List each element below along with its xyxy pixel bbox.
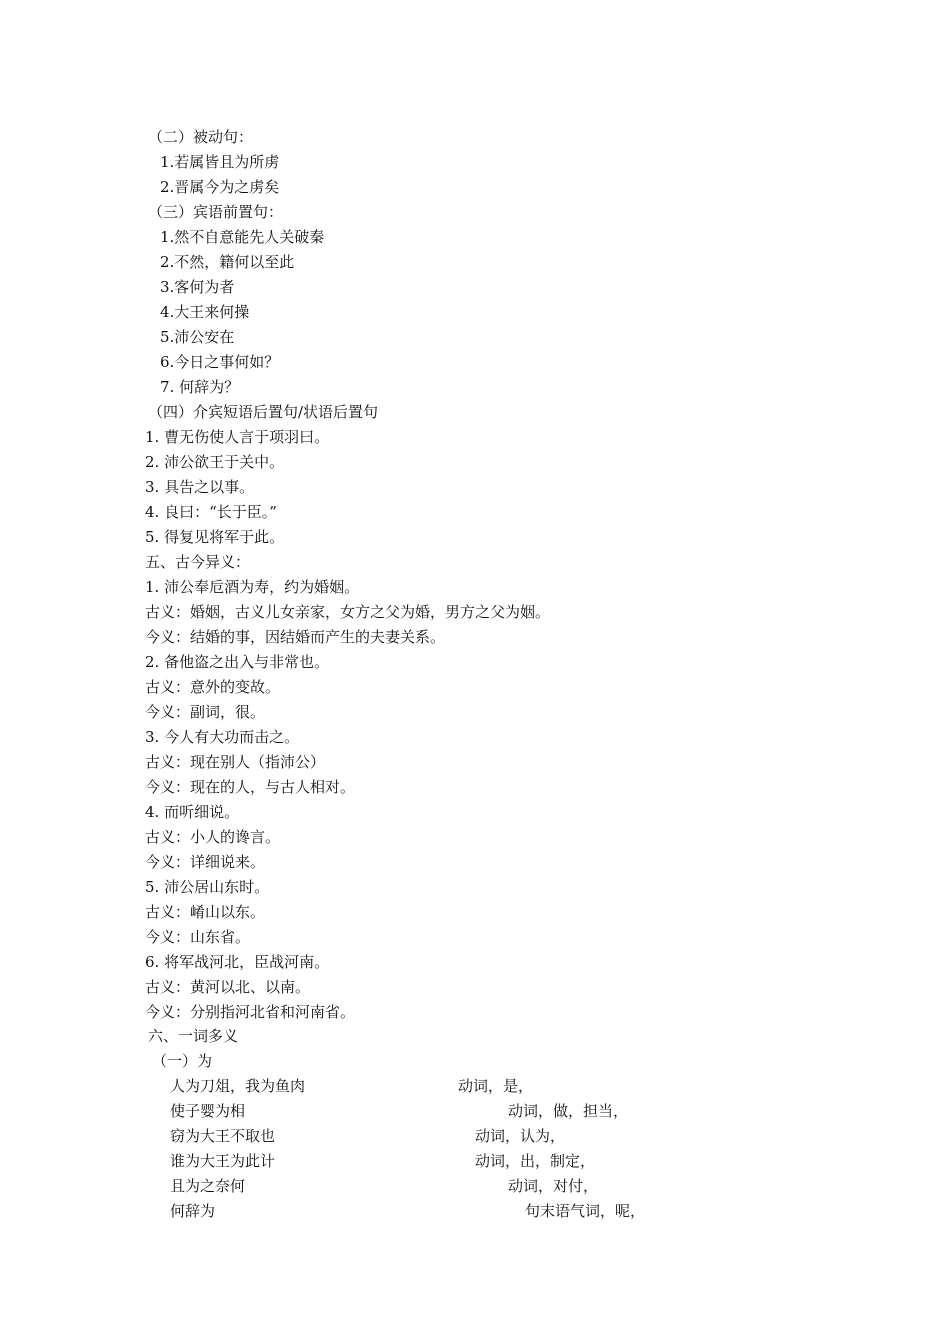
object-example-5: 5.沛公安在 bbox=[160, 328, 235, 346]
gujin-ancient-5: 古义：崤山以东。 bbox=[145, 903, 266, 921]
gujin-item-5: 5. 沛公居山东时。 bbox=[145, 878, 270, 896]
gujin-item-1: 1. 沛公奉卮酒为寿，约为婚姻。 bbox=[145, 578, 360, 596]
postposed-example-1: 1. 曹无伤使人言于项羽曰。 bbox=[145, 428, 330, 446]
postposed-example-5: 5. 得复见将军于此。 bbox=[145, 528, 285, 546]
passive-example-1: 1.若属皆且为所虏 bbox=[160, 153, 280, 171]
usage-meaning-1: 动词，是， bbox=[458, 1077, 534, 1095]
gujin-item-2: 2. 备他盗之出入与非常也。 bbox=[145, 653, 330, 671]
usage-meaning-2: 动词，做，担当， bbox=[508, 1102, 629, 1120]
object-example-7: 7. 何辞为？ bbox=[160, 378, 240, 396]
usage-sentence-5: 且为之奈何 bbox=[170, 1177, 246, 1195]
postposed-example-3: 3. 具告之以事。 bbox=[145, 478, 255, 496]
gujin-modern-5: 今义：山东省。 bbox=[145, 928, 251, 946]
gujin-modern-3: 今义：现在的人，与古人相对。 bbox=[145, 778, 356, 796]
gujin-modern-2: 今义：副词，很。 bbox=[145, 703, 266, 721]
usage-meaning-3: 动词，认为， bbox=[475, 1127, 566, 1145]
gujin-ancient-3: 古义：现在别人（指沛公） bbox=[145, 753, 326, 771]
usage-sentence-2: 使子婴为相 bbox=[170, 1102, 246, 1120]
usage-sentence-4: 谁为大王为此计 bbox=[170, 1152, 276, 1170]
gujin-item-6: 6. 将军战河北，臣战河南。 bbox=[145, 953, 330, 971]
usage-sentence-3: 窃为大王不取也 bbox=[170, 1127, 276, 1145]
passive-example-2: 2.晋属今为之虏矣 bbox=[160, 178, 280, 196]
gujin-ancient-1: 古义：婚姻，古义儿女亲家，女方之父为婚，男方之父为姻。 bbox=[145, 603, 551, 621]
gujin-ancient-2: 古义：意外的变故。 bbox=[145, 678, 281, 696]
usage-meaning-4: 动词，出，制定， bbox=[475, 1152, 596, 1170]
heading-wei: （一）为 bbox=[152, 1052, 213, 1070]
heading-postposed: （四）介宾短语后置句/状语后置句 bbox=[148, 403, 379, 421]
postposed-example-4: 4. 良曰：“长于臣。” bbox=[145, 503, 277, 521]
usage-sentence-1: 人为刀俎，我为鱼肉 bbox=[170, 1077, 306, 1095]
usage-sentence-6: 何辞为 bbox=[170, 1202, 216, 1220]
gujin-ancient-4: 古义：小人的谗言。 bbox=[145, 828, 281, 846]
object-example-2: 2.不然，籍何以至此 bbox=[160, 253, 295, 271]
postposed-example-2: 2. 沛公欲王于关中。 bbox=[145, 453, 285, 471]
gujin-modern-1: 今义：结婚的事，因结婚而产生的夫妻关系。 bbox=[145, 628, 446, 646]
usage-meaning-6: 句末语气词，呢， bbox=[525, 1202, 646, 1220]
gujin-item-4: 4. 而听细说。 bbox=[145, 803, 240, 821]
object-example-3: 3.客何为者 bbox=[160, 278, 235, 296]
gujin-ancient-6: 古义：黄河以北、以南。 bbox=[145, 978, 311, 996]
object-example-6: 6.今日之事何如？ bbox=[160, 353, 280, 371]
object-example-1: 1.然不自意能先人关破秦 bbox=[160, 228, 325, 246]
heading-polysemy: 六、一词多义 bbox=[148, 1027, 239, 1045]
gujin-modern-4: 今义：详细说来。 bbox=[145, 853, 266, 871]
gujin-modern-6: 今义：分别指河北省和河南省。 bbox=[145, 1003, 356, 1021]
usage-meaning-5: 动词，对付， bbox=[508, 1177, 599, 1195]
heading-ancient-modern: 五、古今异义： bbox=[145, 553, 251, 571]
heading-object-preposed: （三）宾语前置句： bbox=[148, 203, 284, 221]
object-example-4: 4.大王来何操 bbox=[160, 303, 250, 321]
heading-passive: （二）被动句： bbox=[148, 128, 254, 146]
gujin-item-3: 3. 今人有大功而击之。 bbox=[145, 728, 300, 746]
